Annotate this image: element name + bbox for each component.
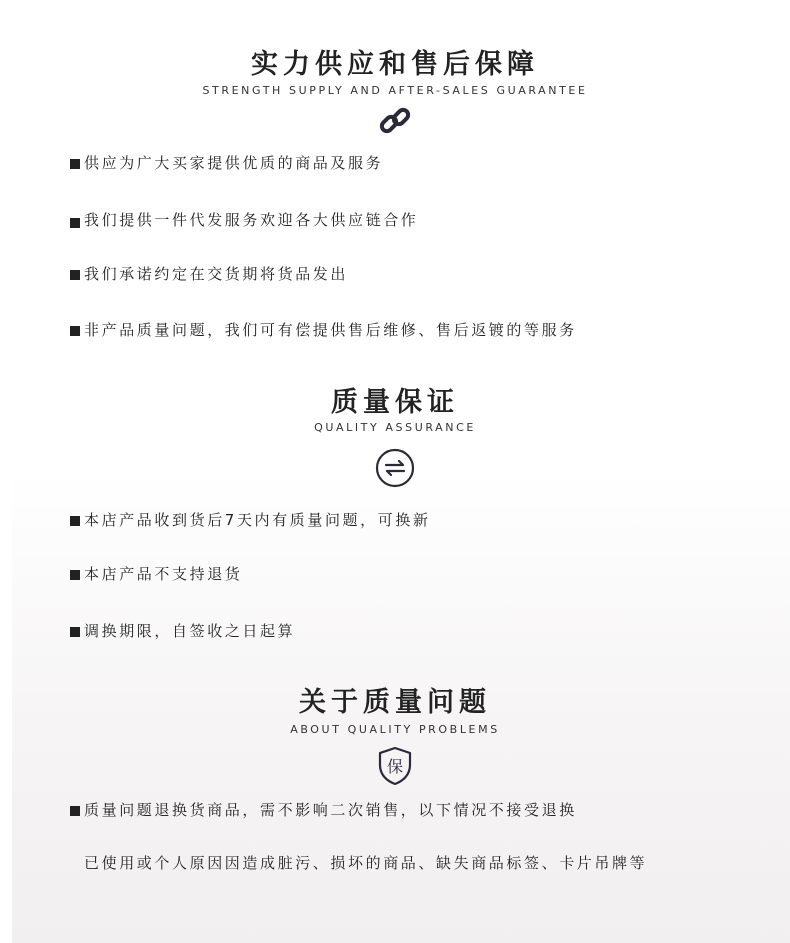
list-item: 我们承诺约定在交货期将货品发出 <box>70 263 348 284</box>
shield-label: 保 <box>386 757 404 776</box>
list-item: 供应为广大买家提供优质的商品及服务 <box>70 152 383 173</box>
bullet-square-icon <box>70 270 80 280</box>
shield-bao-icon <box>377 746 413 786</box>
note-text: 已使用或个人原因因造成脏污、损坏的商品、缺失商品标签、卡片吊牌等 <box>84 854 648 872</box>
section-title-problems: 关于质量问题 <box>299 687 491 718</box>
section-subtitle-supply: STRENGTH SUPPLY AND AFTER-SALES GUARANTEE <box>202 84 588 97</box>
bullet-square-icon <box>70 627 80 637</box>
section-title-supply: 实力供应和售后保障 <box>251 49 539 80</box>
section-subtitle-problems: ABOUT QUALITY PROBLEMS <box>290 723 500 736</box>
list-item: 调换期限，自签收之日起算 <box>70 620 295 641</box>
bullet-square-icon <box>70 570 80 580</box>
bullet-square-icon <box>70 516 80 526</box>
list-item: 本店产品收到货后7天内有质量问题，可换新 <box>70 509 431 530</box>
exchange-arrows-icon <box>375 448 415 488</box>
list-item: 本店产品不支持退货 <box>70 563 242 584</box>
bullet-square-icon <box>70 159 80 169</box>
list-item: 非产品质量问题，我们可有偿提供售后维修、售后返镀的等服务 <box>70 319 577 340</box>
bullet-square-icon <box>70 806 80 816</box>
list-item: 我们提供一件代发服务欢迎各大供应链合作 <box>70 209 418 230</box>
section-subtitle-quality: QUALITY ASSURANCE <box>314 421 476 434</box>
chain-link-icon <box>377 104 413 138</box>
list-item: 质量问题退换货商品，需不影响二次销售，以下情况不接受退换 <box>70 799 577 820</box>
section-title-quality: 质量保证 <box>331 387 459 418</box>
bullet-square-icon <box>70 218 80 228</box>
bullet-square-icon <box>70 326 80 336</box>
